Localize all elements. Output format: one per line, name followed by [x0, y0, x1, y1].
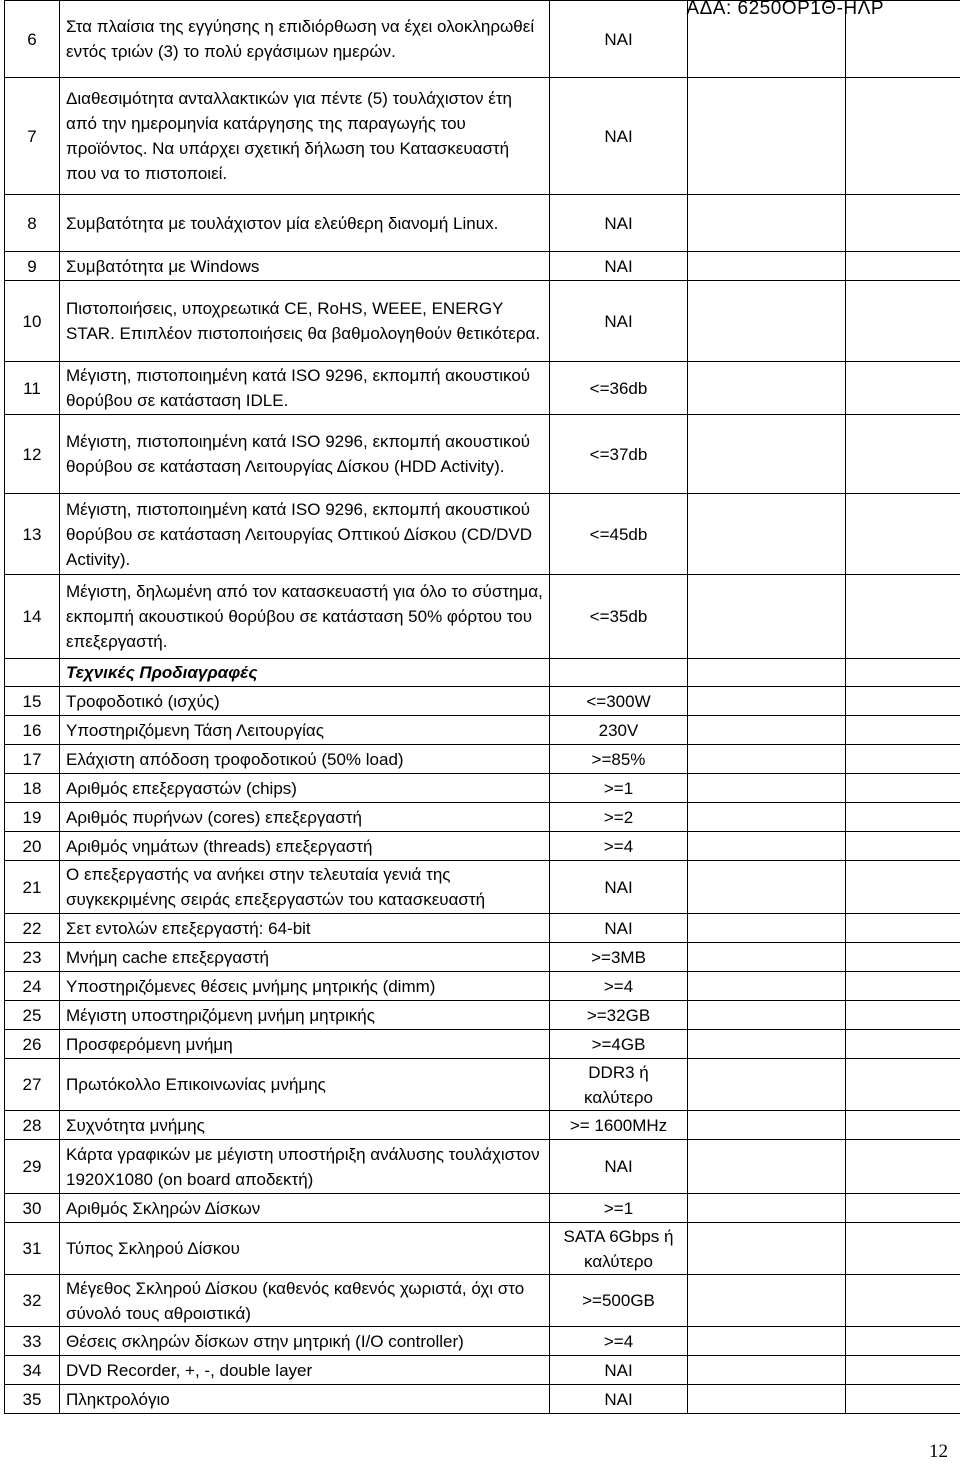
- table-row: [5, 281, 960, 362]
- row-description: Μέγιστη, πιστοποιημένη κατά ISO 9296, εκπομπή ακουστικού θορύβου σε κατάσταση Λειτουργίας Οπτικού Δίσκου (CD/DVD Activity).: [60, 494, 550, 575]
- row-requirement: >=85%: [550, 745, 688, 774]
- row-description: Μέγιστη, πιστοποιημένη κατά ISO 9296, εκπομπή ακουστικού θορύβου σε κατάσταση Λειτουργίας Δίσκου (HDD Activity).: [60, 415, 550, 494]
- table-row: [5, 1194, 960, 1223]
- spec-table-body: [5, 1, 960, 1414]
- spec-table: [4, 0, 960, 1414]
- table-row: [5, 1111, 960, 1140]
- row-answer: [688, 1, 846, 78]
- table-row: [5, 687, 960, 716]
- row-reference: [846, 1, 960, 78]
- page-number: 12: [929, 1441, 948, 1462]
- row-reference: [846, 914, 960, 943]
- row-number: 31: [5, 1223, 60, 1275]
- table-row: [5, 1356, 960, 1385]
- row-description: Υποστηριζόμενη Τάση Λειτουργίας: [60, 716, 550, 745]
- row-answer: [688, 415, 846, 494]
- row-description: Κάρτα γραφικών με μέγιστη υποστήριξη ανάλυσης τουλάχιστον 1920X1080 (on board αποδεκτή): [60, 1140, 550, 1194]
- row-number: 13: [5, 494, 60, 575]
- row-description: Ελάχιστη απόδοση τροφοδοτικού (50% load): [60, 745, 550, 774]
- row-reference: [846, 494, 960, 575]
- row-answer: [688, 745, 846, 774]
- row-requirement: ΝΑΙ: [550, 252, 688, 281]
- row-answer: [688, 774, 846, 803]
- table-row: [5, 1001, 960, 1030]
- row-requirement: ΝΑΙ: [550, 914, 688, 943]
- table-row: [5, 716, 960, 745]
- row-answer: [688, 861, 846, 914]
- row-answer: [688, 494, 846, 575]
- row-description: Συχνότητα μνήμης: [60, 1111, 550, 1140]
- table-row: [5, 745, 960, 774]
- row-requirement: >=3MB: [550, 943, 688, 972]
- row-reference: [846, 1001, 960, 1030]
- row-requirement: SATA 6Gbps ή καλύτερο: [550, 1223, 688, 1275]
- row-requirement: >=2: [550, 803, 688, 832]
- row-number: 11: [5, 362, 60, 415]
- row-reference: [846, 1140, 960, 1194]
- row-number: 21: [5, 861, 60, 914]
- row-description: Πληκτρολόγιο: [60, 1385, 550, 1414]
- row-description: Τροφοδοτικό (ισχύς): [60, 687, 550, 716]
- row-reference: [846, 803, 960, 832]
- row-number: 27: [5, 1059, 60, 1111]
- row-description: Μέγεθος Σκληρού Δίσκου (καθενός καθενός χωριστά, όχι στο σύνολό τους αθροιστικά): [60, 1275, 550, 1327]
- row-number: 6: [5, 1, 60, 78]
- row-answer: [688, 1194, 846, 1223]
- row-requirement: ΝΑΙ: [550, 1385, 688, 1414]
- row-answer: [688, 78, 846, 195]
- row-number: 17: [5, 745, 60, 774]
- row-answer: [688, 1275, 846, 1327]
- row-reference: [846, 195, 960, 252]
- row-number: 19: [5, 803, 60, 832]
- row-answer: [688, 1356, 846, 1385]
- row-requirement: >=4: [550, 972, 688, 1001]
- row-reference: [846, 832, 960, 861]
- table-row: [5, 1385, 960, 1414]
- table-row: [5, 415, 960, 494]
- row-description: Υποστηριζόμενες θέσεις μνήμης μητρικής (dimm): [60, 972, 550, 1001]
- row-answer: [688, 1001, 846, 1030]
- row-number: 8: [5, 195, 60, 252]
- row-requirement: ΝΑΙ: [550, 1, 688, 78]
- row-reference: [846, 575, 960, 659]
- row-requirement: >=500GB: [550, 1275, 688, 1327]
- table-row: [5, 575, 960, 659]
- row-description: Σετ εντολών επεξεργαστή: 64-bit: [60, 914, 550, 943]
- row-requirement: <=45db: [550, 494, 688, 575]
- row-description: Πρωτόκολλο Επικοινωνίας μνήμης: [60, 1059, 550, 1111]
- row-number: 7: [5, 78, 60, 195]
- row-answer: [688, 1140, 846, 1194]
- row-reference: [846, 745, 960, 774]
- row-description: Συμβατότητα με Windows: [60, 252, 550, 281]
- row-number: [5, 659, 60, 687]
- row-number: 9: [5, 252, 60, 281]
- row-reference: [846, 1275, 960, 1327]
- row-number: 12: [5, 415, 60, 494]
- table-row: [5, 914, 960, 943]
- row-number: 35: [5, 1385, 60, 1414]
- row-number: 34: [5, 1356, 60, 1385]
- row-description: Τύπος Σκληρού Δίσκου: [60, 1223, 550, 1275]
- row-reference: [846, 659, 960, 687]
- row-requirement: ΝΑΙ: [550, 195, 688, 252]
- table-row: [5, 195, 960, 252]
- table-row: [5, 1030, 960, 1059]
- table-row: [5, 1140, 960, 1194]
- row-description: Συμβατότητα με τουλάχιστον μία ελεύθερη διανομή Linux.: [60, 195, 550, 252]
- row-reference: [846, 1111, 960, 1140]
- row-reference: [846, 252, 960, 281]
- row-description: Μέγιστη, δηλωμένη από τον κατασκευαστή για όλο το σύστημα, εκπομπή ακουστικού θορύβου σε κατάσταση 50% φόρτου του επεξεργαστή.: [60, 575, 550, 659]
- row-description: Μέγιστη υποστηριζόμενη μνήμη μητρικής: [60, 1001, 550, 1030]
- row-reference: [846, 687, 960, 716]
- row-requirement: ΝΑΙ: [550, 861, 688, 914]
- row-reference: [846, 1030, 960, 1059]
- row-requirement: <=36db: [550, 362, 688, 415]
- table-row: [5, 774, 960, 803]
- row-description: Ο επεξεργαστής να ανήκει στην τελευταία γενιά της συγκεκριμένης σειράς επεξεργαστών του κατασκευαστή: [60, 861, 550, 914]
- row-answer: [688, 972, 846, 1001]
- row-reference: [846, 1223, 960, 1275]
- row-answer: [688, 659, 846, 687]
- row-answer: [688, 914, 846, 943]
- row-number: 22: [5, 914, 60, 943]
- row-description: Μέγιστη, πιστοποιημένη κατά ISO 9296, εκπομπή ακουστικού θορύβου σε κατάσταση IDLE.: [60, 362, 550, 415]
- row-reference: [846, 1059, 960, 1111]
- row-requirement: ΝΑΙ: [550, 1356, 688, 1385]
- row-reference: [846, 1356, 960, 1385]
- row-requirement: ΝΑΙ: [550, 78, 688, 195]
- row-answer: [688, 575, 846, 659]
- row-description: Αριθμός πυρήνων (cores) επεξεργαστή: [60, 803, 550, 832]
- row-requirement: >= 1600MHz: [550, 1111, 688, 1140]
- row-number: 28: [5, 1111, 60, 1140]
- row-reference: [846, 1194, 960, 1223]
- row-requirement: >=1: [550, 1194, 688, 1223]
- row-answer: [688, 281, 846, 362]
- row-answer: [688, 1385, 846, 1414]
- row-reference: [846, 861, 960, 914]
- row-requirement: >=1: [550, 774, 688, 803]
- row-description: Διαθεσιμότητα ανταλλακτικών για πέντε (5) τουλάχιστον έτη από την ημερομηνία κατάργησης της παραγωγής του προϊόντος. Να υπάρχει σχετική δήλωση του Κατασκευαστή που να το πιστοποιεί.: [60, 78, 550, 195]
- row-number: 18: [5, 774, 60, 803]
- table-row: [5, 252, 960, 281]
- row-number: 20: [5, 832, 60, 861]
- section-heading: Τεχνικές Προδιαγραφές: [60, 659, 550, 687]
- table-row: [5, 1059, 960, 1111]
- table-row: [5, 78, 960, 195]
- row-reference: [846, 362, 960, 415]
- row-requirement: <=300W: [550, 687, 688, 716]
- table-row: [5, 494, 960, 575]
- row-number: 26: [5, 1030, 60, 1059]
- row-answer: [688, 687, 846, 716]
- row-answer: [688, 252, 846, 281]
- row-description: Μνήμη cache επεξεργαστή: [60, 943, 550, 972]
- row-requirement: [550, 659, 688, 687]
- row-answer: [688, 362, 846, 415]
- table-row: [5, 1223, 960, 1275]
- row-reference: [846, 78, 960, 195]
- row-answer: [688, 1059, 846, 1111]
- row-requirement: ΝΑΙ: [550, 281, 688, 362]
- table-row: [5, 943, 960, 972]
- row-description: Αριθμός Σκληρών Δίσκων: [60, 1194, 550, 1223]
- row-reference: [846, 1327, 960, 1356]
- ada-watermark: ΑΔΑ: 6250ΟΡ1Θ-ΗΛΡ: [686, 0, 884, 19]
- row-answer: [688, 832, 846, 861]
- row-number: 30: [5, 1194, 60, 1223]
- row-number: 23: [5, 943, 60, 972]
- row-number: 25: [5, 1001, 60, 1030]
- row-reference: [846, 281, 960, 362]
- row-number: 14: [5, 575, 60, 659]
- row-requirement: ΝΑΙ: [550, 1140, 688, 1194]
- row-description: Αριθμός επεξεργαστών (chips): [60, 774, 550, 803]
- row-number: 33: [5, 1327, 60, 1356]
- row-answer: [688, 943, 846, 972]
- row-description: Προσφερόμενη μνήμη: [60, 1030, 550, 1059]
- row-number: 24: [5, 972, 60, 1001]
- row-requirement: >=4: [550, 1327, 688, 1356]
- table-row: [5, 362, 960, 415]
- row-answer: [688, 1327, 846, 1356]
- row-description: Πιστοποιήσεις, υποχρεωτικά CE, RoHS, WEEE, ENERGY STAR. Επιπλέον πιστοποιήσεις θα βαθμολογηθούν θετικότερα.: [60, 281, 550, 362]
- row-reference: [846, 1385, 960, 1414]
- section-heading-row: [5, 659, 960, 687]
- row-requirement: <=35db: [550, 575, 688, 659]
- row-reference: [846, 415, 960, 494]
- table-row: [5, 1327, 960, 1356]
- row-number: 15: [5, 687, 60, 716]
- table-row: [5, 1275, 960, 1327]
- row-reference: [846, 774, 960, 803]
- row-requirement: DDR3 ή καλύτερο: [550, 1059, 688, 1111]
- row-answer: [688, 1223, 846, 1275]
- row-requirement: >=32GB: [550, 1001, 688, 1030]
- table-row: [5, 972, 960, 1001]
- row-requirement: <=37db: [550, 415, 688, 494]
- row-number: 10: [5, 281, 60, 362]
- row-description: DVD Recorder, +, -, double layer: [60, 1356, 550, 1385]
- row-description: Στα πλαίσια της εγγύησης η επιδιόρθωση να έχει ολοκληρωθεί εντός τριών (3) το πολύ εργάσιμων ημερών.: [60, 1, 550, 78]
- row-reference: [846, 716, 960, 745]
- table-row: [5, 803, 960, 832]
- row-answer: [688, 1111, 846, 1140]
- row-answer: [688, 1030, 846, 1059]
- row-answer: [688, 195, 846, 252]
- row-description: Θέσεις σκληρών δίσκων στην μητρική (I/O controller): [60, 1327, 550, 1356]
- row-number: 16: [5, 716, 60, 745]
- table-row: [5, 1, 960, 78]
- row-description: Αριθμός νημάτων (threads) επεξεργαστή: [60, 832, 550, 861]
- row-reference: [846, 943, 960, 972]
- row-requirement: 230V: [550, 716, 688, 745]
- table-row: [5, 861, 960, 914]
- row-number: 29: [5, 1140, 60, 1194]
- row-requirement: >=4GB: [550, 1030, 688, 1059]
- row-number: 32: [5, 1275, 60, 1327]
- row-answer: [688, 803, 846, 832]
- row-reference: [846, 972, 960, 1001]
- row-answer: [688, 716, 846, 745]
- table-row: [5, 832, 960, 861]
- row-requirement: >=4: [550, 832, 688, 861]
